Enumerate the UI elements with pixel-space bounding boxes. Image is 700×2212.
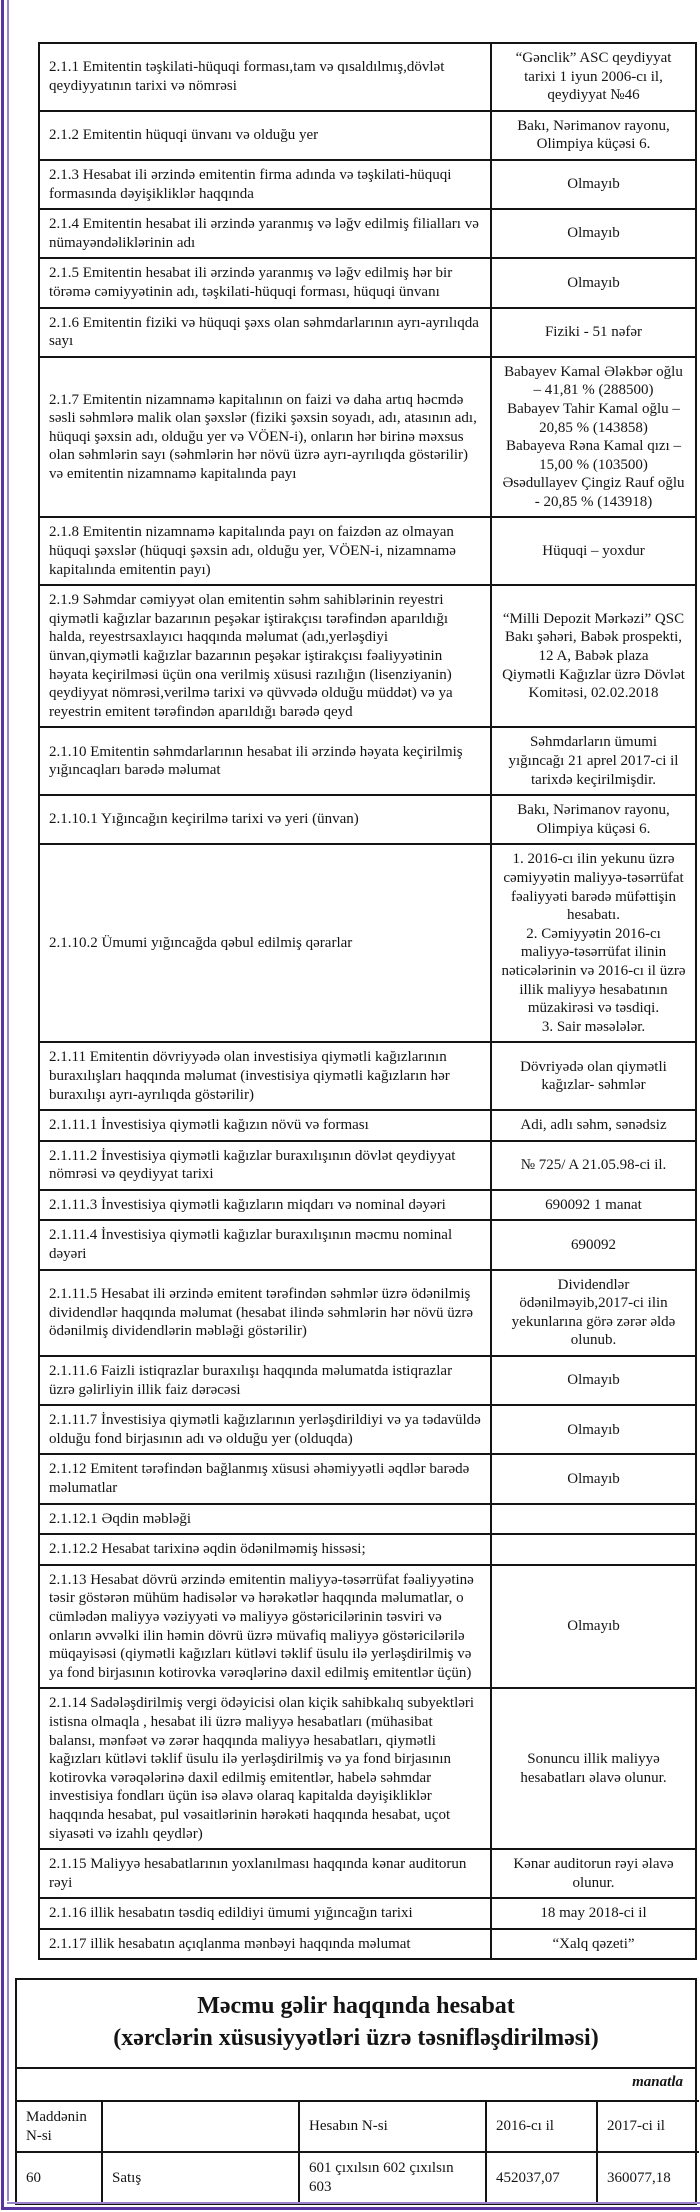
row-value: “Gənclik” ASC qeydiyyat tarixi 1 iyun 2006-cı il, qeydiyyat №46 (491, 43, 696, 111)
row-value: Sonuncu illik maliyyə hesabatları əlavə olunur. (491, 1688, 696, 1849)
decision-line: 3. Sair məsələlər. (541, 1018, 646, 1035)
row-label: 2.1.4 Emitentin hesabat ili ərzində yaranmış və ləğv edilmiş filialları və nümayəndəliklərinin adı (39, 209, 491, 258)
row-label: 2.1.13 Hesabat dövrü ərzində emitentin maliyyə-təsərrüfat fəaliyyətinə təsir göstərən mühüm hadisələr və hərəkətlər haqqında məlumatlar, o cümlədən maliyyə vəziyyəti və maliyyə göstəricilərinin təsviri və onların əvvəlki ilin həmin dövrü üzrə müvafiq maliyyə göstəricilərilə müqayisəsi (qiymətli kağızları kütləvi təklif üsulu ilə yerləşdirilmiş və ya fond birjasının kotirovka vərəqlərinə daxil edilmiş emitentlər üçün) (39, 1565, 491, 1689)
page-frame-left-outer (1, 0, 4, 2207)
row-value: Olmayıb (491, 258, 696, 307)
row-value (491, 844, 696, 1042)
row-value: Səhmdarların ümumi yığıncağı 21 aprel 2017-ci il tarixdə keçirilmişdir. (491, 727, 696, 795)
registrar-line: Qiymətli Kağızlar üzrə Dövlət Komitəsi, 02.02.2018 (502, 666, 685, 702)
column-header-account-no: Hesabın N-si (299, 2101, 486, 2153)
row-value: Hüquqi – yoxdur (491, 517, 696, 585)
table-row (39, 258, 696, 307)
table-row (39, 585, 696, 727)
table-row (39, 209, 696, 258)
section-title-line2: (xərclərin xüsusiyyətləri üzrə təsnifləşdirilməsi) (113, 2025, 599, 2052)
row-value: Fiziki - 51 nəfər (491, 308, 696, 357)
table-row (39, 727, 696, 795)
row-label: 2.1.11.2 İnvestisiya qiymətli kağızlar buraxılışının dövlət qeydiyyat nömrəsi və qeydiyyat tarixi (39, 1141, 491, 1190)
row-label: 2.1.12.1 Əqdin məbləği (39, 1504, 491, 1535)
row-label: 2.1.2 Emitentin hüquqi ünvanı və olduğu yer (39, 111, 491, 160)
row-label: 2.1.10.1 Yığıncağın keçirilmə tarixi və yeri (ünvan) (39, 795, 491, 844)
row-value: Olmayıb (491, 1454, 696, 1503)
row-label: 2.1.11.4 İnvestisiya qiymətli kağızlar buraxılışının məcmu nominal dəyəri (39, 1220, 491, 1269)
row-label: 2.1.12.2 Hesabat tarixinə əqdin ödənilməmiş hissəsi; (39, 1534, 491, 1565)
page-frame-bottom-outer (1, 2207, 700, 2210)
table-row (39, 1405, 696, 1454)
income-statement-section (15, 1978, 697, 2204)
row-value: Olmayıb (491, 1405, 696, 1454)
table-row (39, 1534, 696, 1565)
row-label: 2.1.8 Emitentin nizamnamə kapitalında payı on faizdən az olmayan hüquqi şəxslər (hüquqi şəxsin adı, olduğu yer, VÖEN-i, nizamnamə kapitalında emitentin payı) (39, 517, 491, 585)
row-label: 2.1.16 illik hesabatın təsdiq edildiyi ümumi yığıncağın tarixi (39, 1898, 491, 1929)
row-value: Olmayıb (491, 1565, 696, 1689)
shareholder-line: Babayeva Rəna Kamal qızı – 15,00 % (103500) (506, 438, 681, 473)
table-row (39, 111, 696, 160)
row-label: 2.1.10.2 Ümumi yığıncağda qəbul edilmiş qərarlar (39, 844, 491, 1042)
row-value: Bakı, Nərimanov rayonu, Olimpiya küçəsi 6. (491, 111, 696, 160)
row-value (491, 1534, 696, 1565)
cell-item-name: Satış (102, 2152, 299, 2203)
table-row (39, 1849, 696, 1898)
table-row (39, 1270, 696, 1356)
page-frame-bottom-inner (7, 2202, 700, 2204)
shareholder-line: Babayev Kamal Ələkbər oğlu – 41,81 % (288500) (504, 363, 683, 399)
registrar-line: “Milli Depozit Mərkəzi” QSC (502, 610, 685, 627)
cell-account-formula: 601 çıxılsın 602 çıxılsın 603 (299, 2152, 486, 2203)
column-header-article-no: Maddənin N-si (17, 2101, 102, 2153)
row-value: Bakı, Nərimanov rayonu, Olimpiya küçəsi 6. (491, 795, 696, 844)
table-row (39, 517, 696, 585)
row-label: 2.1.11.7 İnvestisiya qiymətli kağızlarının yerləşdirildiyi və ya tədavüldə olduğu fond birjasının adı və olduğu yer (olduqda) (39, 1405, 491, 1454)
column-header-2016: 2016-cı il (486, 2101, 597, 2153)
row-value: Kənar auditorun rəyi əlavə olunur. (491, 1849, 696, 1898)
row-value: 690092 1 manat (491, 1190, 696, 1221)
row-value: Adi, adlı səhm, sənədsiz (491, 1110, 696, 1141)
table-row (39, 1688, 696, 1849)
row-label: 2.1.14 Sadələşdirilmiş vergi ödəyicisi olan kiçik sahibkalıq subyektləri istisna olmaqla , hesabat ili üzrə maliyyə hesabatları (mühasibat balansı, mənfəət və zərər haqqında maliyyə hesabatları, qiymətli kağızları kütləvi təklif üsulu ilə yerləşdirilmiş və ya fond birjasının kotirovka vərəqələrinə daxil edilmiş emitentlər, habelə səhmdar investisiya fondları üçün isə əlavə olaraq kapitalda dəyişikliklər haqqında hesabat, pul vəsaitlərinin hərəkəti haqqında hesabat, uçot siyasəti və izahlı qeydlər) (39, 1688, 491, 1849)
table-row (39, 1141, 696, 1190)
cell-2016-value: 452037,07 (486, 2152, 597, 2203)
row-label: 2.1.11.5 Hesabat ili ərzində emitent tərəfindən səhmlər üzrə ödənilmiş dividendlər haqqında məlumat (hesabat ilində səhmlərin hər növü üzrə ödənilmiş dividendlərin məbləği göstərilir) (39, 1270, 491, 1356)
column-header-empty (102, 2101, 299, 2153)
table-row (39, 1454, 696, 1503)
table-row (39, 308, 696, 357)
row-label: 2.1.12 Emitent tərəfindən bağlanmış xüsusi əhəmiyyətli əqdlər barədə məlumatlar (39, 1454, 491, 1503)
decision-line: 1. 2016-cı ilin yekunu üzrə cəmiyyətin maliyyə-təsərrüfat fəaliyyəti barədə müfəttişin hesabatı. (503, 851, 684, 924)
shareholder-line: Əsədullayev Çingiz Rauf oğlu - 20,85 % (143918) (502, 475, 685, 510)
section-title-line1: Məcmu gəlir haqqında hesabat (197, 1993, 515, 2020)
table-row (39, 1929, 696, 1960)
row-label: 2.1.6 Emitentin fiziki və hüquqi şəxs olan səhmdarlarının ayrı-ayrılıqda sayı (39, 308, 491, 357)
table-row (39, 1220, 696, 1269)
column-header-2017: 2017-ci il (597, 2101, 699, 2153)
issuer-disclosure-table (38, 42, 697, 1960)
row-value: Olmayıb (491, 209, 696, 258)
row-label: 2.1.11.6 Faizli istiqrazlar buraxılışı haqqında məlumatda istiqrazlar üzrə gəlirliyin illik faiz dərəcəsi (39, 1356, 491, 1405)
currency-unit-note: manatla (632, 2073, 683, 2090)
row-value: 690092 (491, 1220, 696, 1269)
cell-2017-value: 360077,18 (597, 2152, 699, 2203)
table-row (39, 160, 696, 209)
table-header-row (17, 2101, 699, 2153)
section-title (17, 1980, 695, 2068)
table-row (39, 43, 696, 111)
table-row (39, 1504, 696, 1535)
row-label: 2.1.17 illik hesabatın açıqlanma mənbəyi haqqında məlumat (39, 1929, 491, 1960)
cell-article-no: 60 (17, 2152, 102, 2203)
row-value: Dövriyədə olan qiymətli kağızlar- səhmlər (491, 1042, 696, 1110)
row-label: 2.1.11.1 İnvestisiya qiymətli kağızın növü və forması (39, 1110, 491, 1141)
row-value (491, 357, 696, 518)
registrar-line: Bakı şəhəri, Babək prospekti, 12 A, Babək plaza (504, 629, 683, 665)
row-label: 2.1.10 Emitentin səhmdarlarının hesabat ili ərzində həyata keçirilmiş yığıncaqları barədə məlumat (39, 727, 491, 795)
table-row (39, 1190, 696, 1221)
row-label: 2.1.11 Emitentin dövriyyədə olan investisiya qiymətli kağızlarının buraxılışları haqqında məlumat (investisiya qiymətli kağızların hər buraxılışı ayrı-ayrılıqda göstərilir) (39, 1042, 491, 1110)
page-frame-left-inner (7, 0, 9, 2201)
table-row (39, 1565, 696, 1689)
decision-line: 2. Cəmiyyətin 2016-cı maliyyə-təsərrüfat ilinin nəticələrinin və 2016-cı il üzrə illik maliyyə hesabatının müzakirəsi və təsdiqi. (501, 925, 686, 1017)
row-value: Dividendlər ödənilməyib,2017-ci ilin yekunlarına görə zərər əldə olunub. (491, 1270, 696, 1356)
table-row (39, 795, 696, 844)
row-value (491, 585, 696, 727)
row-value: № 725/ A 21.05.98-ci il. (491, 1141, 696, 1190)
row-value (491, 1504, 696, 1535)
row-label: 2.1.3 Hesabat ili ərzində emitentin firma adında və təşkilati-hüquqi formasında dəyişikliklər haqqında (39, 160, 491, 209)
table-row (17, 2152, 699, 2203)
table-row (39, 844, 696, 1042)
table-row (39, 1110, 696, 1141)
table-row (39, 1356, 696, 1405)
table-row (39, 1898, 696, 1929)
income-statement-table (17, 2100, 699, 2203)
row-value: Olmayıb (491, 1356, 696, 1405)
table-row (39, 1042, 696, 1110)
shareholder-line: Babayev Tahir Kamal oğlu – 20,85 % (143858) (507, 400, 680, 436)
row-label: 2.1.5 Emitentin hesabat ili ərzində yaranmış və ləğv edilmiş hər bir törəmə cəmiyyətinin adı, təşkilati-hüquqi forması, hüquqi ünvanı (39, 258, 491, 307)
row-label: 2.1.9 Səhmdar cəmiyyət olan emitentin səhm sahiblərinin reyestri qiymətli kağızlar bazarının peşəkar iştirakçısı tərəfindən aparıldığı halda, reyestrsaxlayıcı haqqında məlumat (adı,yerləşdiyi ünvan,qiymətli kağızlar bazarının peşəkar iştirakçısı fəaliyyətinin həyata keçirilməsi üçün ona verilmiş xüsusi razılığın (lisenziyanin) qeydiyyat nömrəsi,verilmə tarixi və qüvvədə olduğu müddət) və ya reyestrin emitent tərəfindən aparıldığı barədə qeyd (39, 585, 491, 727)
row-label: 2.1.15 Maliyyə hesabatlarının yoxlanılması haqqında kənar auditorun rəyi (39, 1849, 491, 1898)
row-label: 2.1.1 Emitentin təşkilati-hüquqi forması,tam və qısaldılmış,dövlət qeydiyyatının tarixi və nömrəsi (39, 43, 491, 111)
row-value: 18 may 2018-ci il (491, 1898, 696, 1929)
row-value: Olmayıb (491, 160, 696, 209)
row-label: 2.1.7 Emitentin nizamnamə kapitalının on faizi və daha artıq həcmdə səsli səhmlərə malik olan şəxslər (fiziki şəxsin soyadı, adı, atasının adı, hüquqi şəxsin adı, olduğu yer və VÖEN-i), onların hər birinə məxsus olan səhmlərin sayı (səhmlərin hər növü üzrə ayrı-ayrılıqda göstərilir) və emitentin nizamnamə kapitalında payı (39, 357, 491, 518)
row-label: 2.1.11.3 İnvestisiya qiymətli kağızların miqdarı və nominal dəyəri (39, 1190, 491, 1221)
row-value: “Xalq qəzeti” (491, 1929, 696, 1960)
table-row (39, 357, 696, 518)
